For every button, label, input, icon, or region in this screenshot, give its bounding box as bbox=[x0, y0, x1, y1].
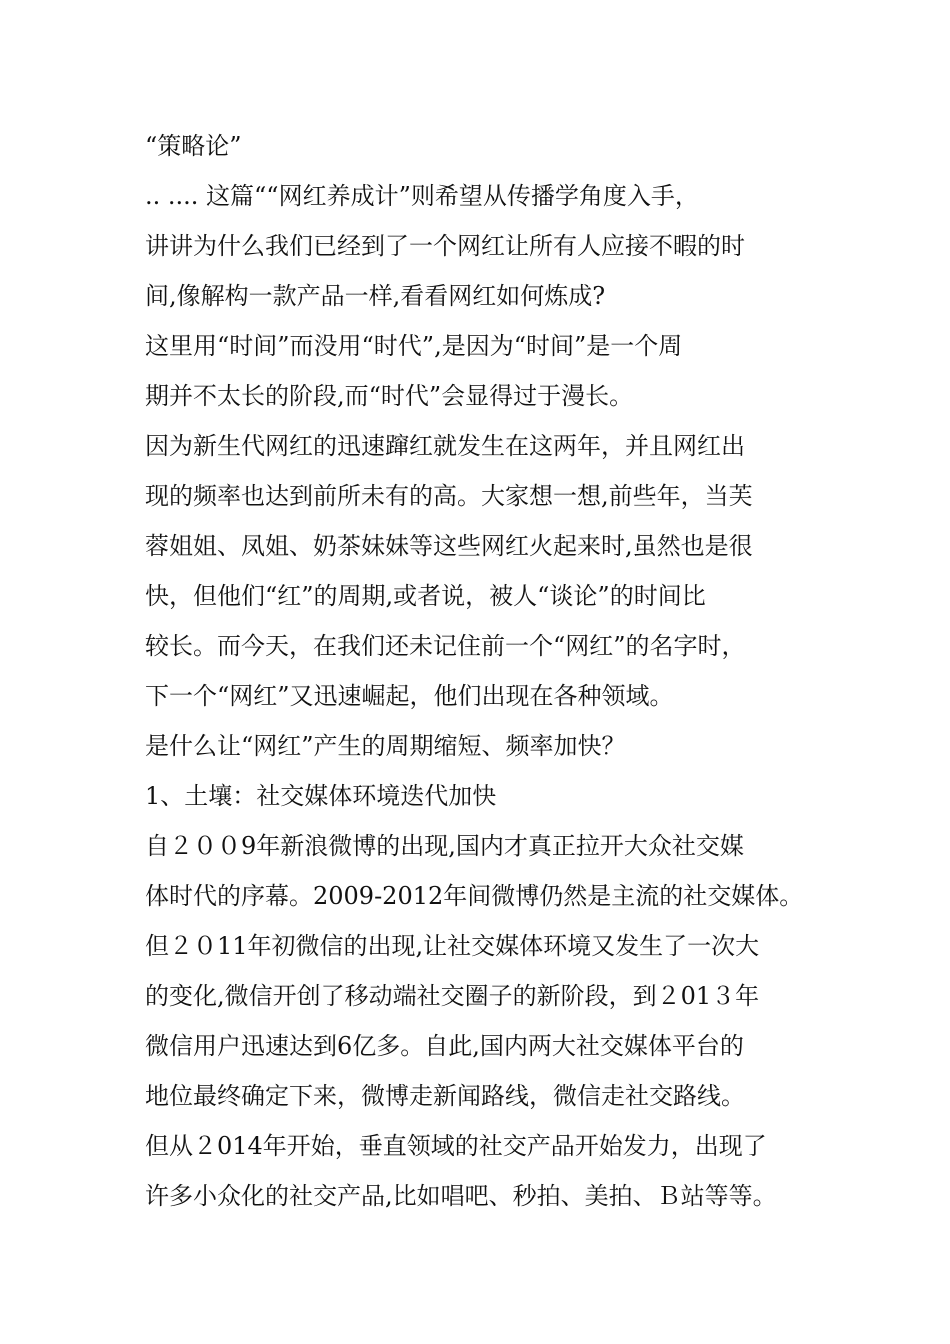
text-line: “策略论” bbox=[145, 132, 242, 160]
text-line: 蓉姐姐、凤姐、奶茶妹妹等这些网红火起来时,虽然也是很 bbox=[145, 532, 753, 560]
text-line: 自２００9年新浪微博的出现,国内才真正拉开大众社交媒 bbox=[145, 832, 744, 860]
text-line: 因为新生代网红的迅速蹿红就发生在这两年，并且网红出 bbox=[145, 432, 745, 460]
text-line: 间,像解构一款产品一样,看看网红如何炼成? bbox=[145, 282, 606, 310]
text-line: 讲讲为什么我们已经到了一个网红让所有人应接不暇的时 bbox=[145, 232, 745, 260]
text-line: 期并不太长的阶段,而“时代”会显得过于漫长。 bbox=[145, 382, 634, 410]
section-heading: 1、土壤：社交媒体环境迭代加快 bbox=[145, 782, 497, 810]
text-line: 体时代的序幕。2009-2012年间微博仍然是主流的社交媒体。 bbox=[145, 882, 804, 910]
text-line: 下一个“网红”又迅速崛起，他们出现在各种领域。 bbox=[145, 682, 674, 710]
text-line: 这里用“时间”而没用“时代”,是因为“时间”是一个周 bbox=[145, 332, 683, 360]
text-line: 较长。而今天，在我们还未记住前一个“网红”的名字时， bbox=[145, 632, 746, 660]
text-line: 是什么让“网红”产生的周期缩短、频率加快？ bbox=[145, 732, 626, 760]
text-line: 快，但他们“红”的周期,或者说，被人“谈论”的时间比 bbox=[145, 582, 706, 610]
text-line: 许多小众化的社交产品,比如唱吧、秒拍、美拍、Ｂ站等等。 bbox=[145, 1182, 777, 1210]
text-line: 微信用户迅速达到6亿多。自此,国内两大社交媒体平台的 bbox=[145, 1032, 744, 1060]
text-line: 但２０11年初微信的出现,让社交媒体环境又发生了一次大 bbox=[145, 932, 760, 960]
text-line: 现的频率也达到前所未有的高。大家想一想,前些年，当芙 bbox=[145, 482, 753, 510]
document-body bbox=[145, 129, 825, 1229]
text-line: 但从２014年开始，垂直领域的社交产品开始发力，出现了 bbox=[145, 1132, 767, 1160]
text-line: 的变化,微信开创了移动端社交圈子的新阶段，到２01３年 bbox=[145, 982, 760, 1010]
text-line: 地位最终确定下来，微博走新闻路线，微信走社交路线。 bbox=[145, 1082, 745, 1110]
text-line: .. .... 这篇““网红养成计”则希望从传播学角度入手， bbox=[145, 182, 699, 210]
